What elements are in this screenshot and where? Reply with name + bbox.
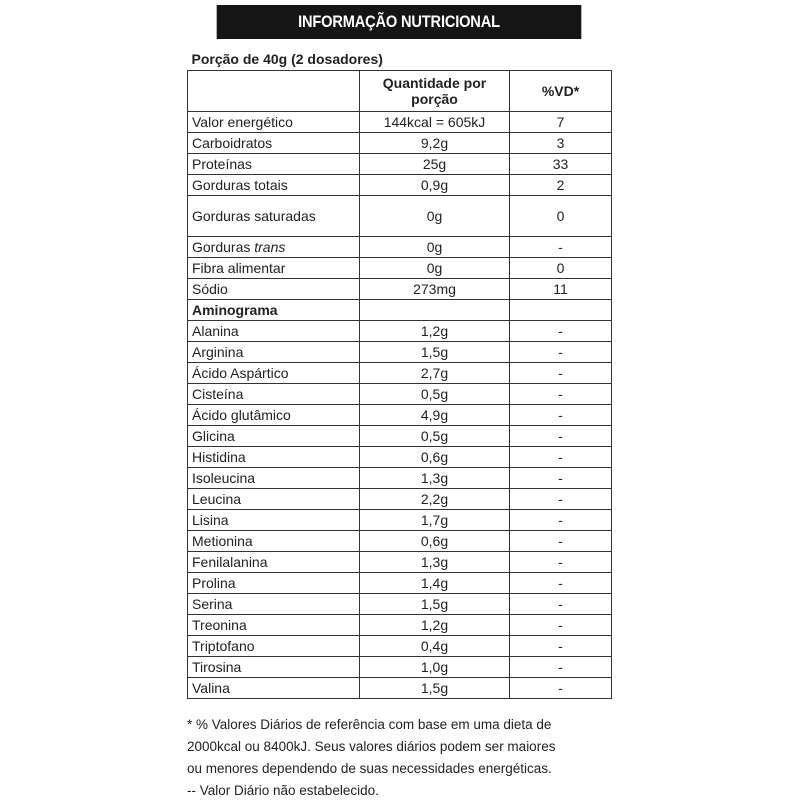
row-quantity: 1,3g bbox=[360, 468, 510, 489]
header-qty: Quantidade por porção bbox=[360, 71, 510, 112]
row-vd: - bbox=[510, 489, 612, 510]
row-quantity: 0,6g bbox=[360, 447, 510, 468]
row-quantity: 1,0g bbox=[360, 657, 510, 678]
row-label: Proteínas bbox=[188, 154, 360, 175]
panel-title: INFORMAÇÃO NUTRICIONAL bbox=[217, 5, 582, 39]
table-row bbox=[188, 112, 612, 133]
table-row bbox=[188, 573, 612, 594]
table-row bbox=[188, 678, 612, 699]
row-quantity: 2,7g bbox=[360, 363, 510, 384]
row-label: Ácido glutâmico bbox=[188, 405, 360, 426]
row-label: Metionina bbox=[188, 531, 360, 552]
row-quantity: 0g bbox=[360, 196, 510, 237]
row-quantity: 1,3g bbox=[360, 552, 510, 573]
table-row bbox=[188, 363, 612, 384]
row-label: Gorduras totais bbox=[188, 175, 360, 196]
row-vd: - bbox=[510, 321, 612, 342]
row-quantity: 1,2g bbox=[360, 321, 510, 342]
row-quantity: 1,5g bbox=[360, 678, 510, 699]
row-vd: - bbox=[510, 468, 612, 489]
footnote-line: ou menores dependendo de suas necessidades energéticas. bbox=[187, 761, 552, 776]
row-vd: - bbox=[510, 552, 612, 573]
row-vd: - bbox=[510, 363, 612, 384]
header-empty bbox=[188, 71, 360, 112]
aminogram-label: Aminograma bbox=[188, 300, 360, 321]
header-row bbox=[188, 71, 612, 112]
table-row bbox=[188, 489, 612, 510]
row-vd: 11 bbox=[510, 279, 612, 300]
table-row bbox=[188, 657, 612, 678]
row-label: Glicina bbox=[188, 426, 360, 447]
row-vd: - bbox=[510, 237, 612, 258]
row-vd: - bbox=[510, 447, 612, 468]
table-row bbox=[188, 594, 612, 615]
row-vd: - bbox=[510, 405, 612, 426]
table-row bbox=[188, 342, 612, 363]
table-row bbox=[188, 154, 612, 175]
row-quantity: 0,5g bbox=[360, 384, 510, 405]
row-quantity: 1,4g bbox=[360, 573, 510, 594]
row-vd: 7 bbox=[510, 112, 612, 133]
row-quantity: 25g bbox=[360, 154, 510, 175]
row-label: Treonina bbox=[188, 615, 360, 636]
row-label: Sódio bbox=[188, 279, 360, 300]
row-quantity: 0,5g bbox=[360, 426, 510, 447]
row-quantity: 0,6g bbox=[360, 531, 510, 552]
empty-cell bbox=[360, 300, 510, 321]
row-quantity: 9,2g bbox=[360, 133, 510, 154]
row-label: Leucina bbox=[188, 489, 360, 510]
row-label: Arginina bbox=[188, 342, 360, 363]
row-label: Isoleucina bbox=[188, 468, 360, 489]
serving-row bbox=[188, 48, 612, 71]
table-row bbox=[188, 426, 612, 447]
row-quantity: 144kcal = 605kJ bbox=[360, 112, 510, 133]
table-row bbox=[188, 531, 612, 552]
row-quantity: 0g bbox=[360, 237, 510, 258]
row-quantity: 1,5g bbox=[360, 342, 510, 363]
row-vd: - bbox=[510, 657, 612, 678]
row-label: Tirosina bbox=[188, 657, 360, 678]
row-quantity: 0g bbox=[360, 258, 510, 279]
row-vd: - bbox=[510, 636, 612, 657]
row-vd: - bbox=[510, 573, 612, 594]
table-row bbox=[188, 615, 612, 636]
table-row bbox=[188, 447, 612, 468]
empty-cell bbox=[510, 300, 612, 321]
row-quantity: 1,7g bbox=[360, 510, 510, 531]
row-vd: - bbox=[510, 510, 612, 531]
row-label: Prolina bbox=[188, 573, 360, 594]
header-vd: %VD* bbox=[510, 71, 612, 112]
row-quantity: 0,4g bbox=[360, 636, 510, 657]
row-vd: 33 bbox=[510, 154, 612, 175]
row-label: Serina bbox=[188, 594, 360, 615]
row-label: Lisina bbox=[188, 510, 360, 531]
row-vd: - bbox=[510, 426, 612, 447]
row-label: Alanina bbox=[188, 321, 360, 342]
row-vd: - bbox=[510, 342, 612, 363]
row-label: Histidina bbox=[188, 447, 360, 468]
row-vd: 2 bbox=[510, 175, 612, 196]
row-label: Valina bbox=[188, 678, 360, 699]
table-row bbox=[188, 321, 612, 342]
row-quantity: 4,9g bbox=[360, 405, 510, 426]
row-vd: 0 bbox=[510, 196, 612, 237]
serving-label: Porção de 40g (2 dosadores) bbox=[188, 48, 612, 71]
row-vd: - bbox=[510, 594, 612, 615]
row-label: Fibra alimentar bbox=[188, 258, 360, 279]
row-vd: 3 bbox=[510, 133, 612, 154]
row-quantity: 1,5g bbox=[360, 594, 510, 615]
table-row bbox=[188, 405, 612, 426]
row-label: Gorduras trans bbox=[188, 237, 360, 258]
section-row-aminogram bbox=[188, 300, 612, 321]
row-vd: - bbox=[510, 615, 612, 636]
row-quantity: 273mg bbox=[360, 279, 510, 300]
table-row bbox=[188, 384, 612, 405]
table-row bbox=[188, 468, 612, 489]
row-vd: 0 bbox=[510, 258, 612, 279]
nutrition-panel bbox=[187, 5, 611, 699]
row-quantity: 1,2g bbox=[360, 615, 510, 636]
nutrition-table bbox=[187, 48, 612, 699]
row-label: Triptofano bbox=[188, 636, 360, 657]
row-label: Ácido Aspártico bbox=[188, 363, 360, 384]
row-vd: - bbox=[510, 384, 612, 405]
footnote-line: 2000kcal ou 8400kJ. Seus valores diários podem ser maiores bbox=[187, 739, 556, 754]
table-row bbox=[188, 237, 612, 258]
row-quantity: 0,9g bbox=[360, 175, 510, 196]
row-label: Gorduras saturadas bbox=[188, 196, 360, 237]
footnote-line: * % Valores Diários de referência com base em uma dieta de bbox=[187, 717, 552, 732]
row-vd: - bbox=[510, 531, 612, 552]
footnote-line: -- Valor Diário não estabelecido. bbox=[187, 783, 379, 798]
table-row bbox=[188, 636, 612, 657]
row-quantity: 2,2g bbox=[360, 489, 510, 510]
table-row bbox=[188, 133, 612, 154]
table-row bbox=[188, 175, 612, 196]
row-label: Fenilalanina bbox=[188, 552, 360, 573]
footnote bbox=[187, 714, 611, 802]
row-label: Cisteína bbox=[188, 384, 360, 405]
table-row bbox=[188, 196, 612, 237]
table-row bbox=[188, 510, 612, 531]
table-row bbox=[188, 552, 612, 573]
table-row bbox=[188, 279, 612, 300]
row-vd: - bbox=[510, 678, 612, 699]
row-label: Carboidratos bbox=[188, 133, 360, 154]
row-label: Valor energético bbox=[188, 112, 360, 133]
table-row bbox=[188, 258, 612, 279]
